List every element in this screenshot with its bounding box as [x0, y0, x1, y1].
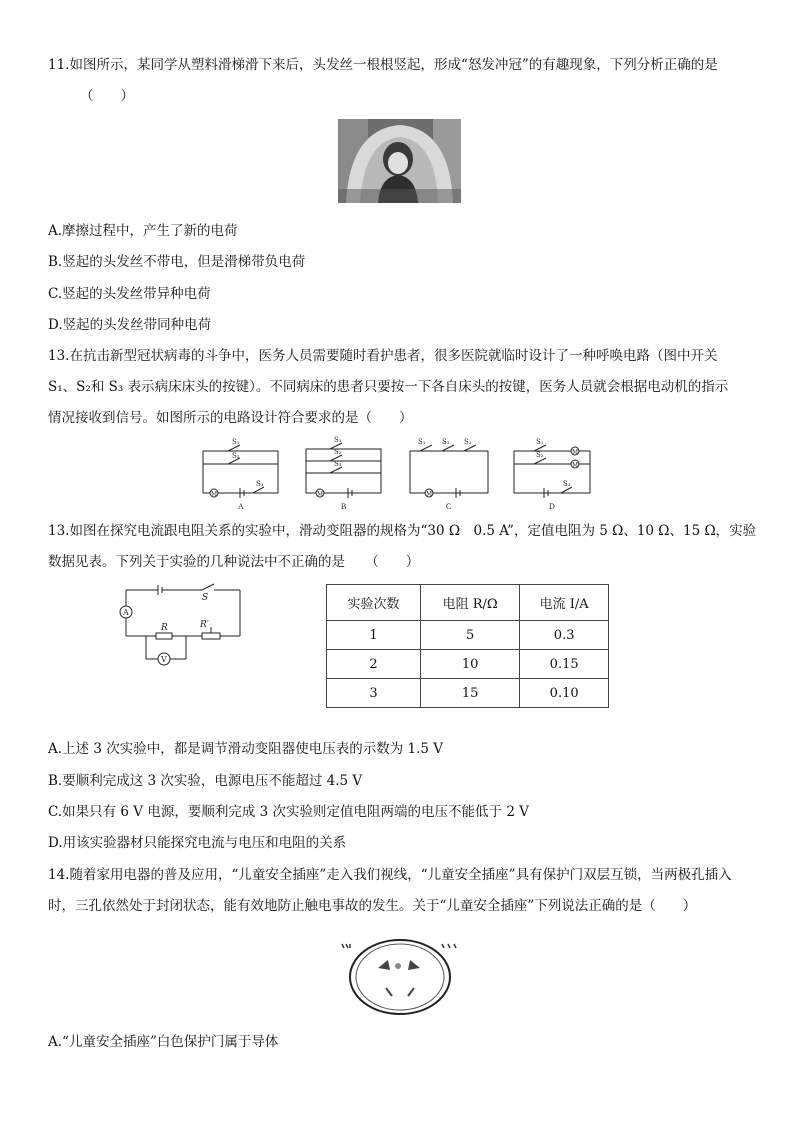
q11-answer-paren: （ ）	[80, 88, 134, 104]
svg-text:M: M	[572, 449, 579, 456]
q13a-stem-line1: 13.在抗击新型冠状病毒的斗争中，医务人员需要随时看护患者，很多医院就临时设计了一种呼唤电路（图中开关	[48, 348, 718, 364]
q13a-stem-line2: S₁、S₂和 S₃ 表示病床床头的按键）。不同病床的患者只要按一下各自床头的按键，医务人员就会根据电动机的指示	[48, 379, 729, 395]
ammeter-label: A	[123, 608, 129, 617]
table-cell: 1	[327, 621, 421, 650]
circuit-options-figure	[198, 434, 598, 514]
svg-text:S₁: S₁	[232, 438, 240, 446]
svg-text:S₁: S₁	[536, 438, 544, 446]
table-cell: 0.3	[520, 621, 609, 650]
table-cell: 15	[420, 679, 519, 708]
svg-text:S₂: S₂	[232, 452, 240, 460]
q13b-stem-line2: 数据见表。下列关于实验的几种说法中不正确的是 （ ）	[48, 554, 420, 570]
q14-option-a: A.“儿童安全插座”白色保护门属于导体	[48, 1034, 279, 1050]
table-row	[327, 621, 609, 650]
svg-text:M: M	[317, 491, 324, 498]
table-row	[327, 650, 609, 679]
q11-option-a: A.摩擦过程中，产生了新的电荷	[48, 223, 238, 239]
table-header: 实验次数	[327, 585, 421, 621]
svg-text:S₁: S₁	[418, 438, 426, 446]
table-header: 电流 I/A	[520, 585, 609, 621]
q14-stem-line1: 14.随着家用电器的普及应用，“儿童安全插座”走入我们视线，“儿童安全插座”具有保护门双层互锁，当两极孔插入	[48, 867, 732, 883]
svg-text:S₃: S₃	[464, 438, 472, 446]
svg-text:M: M	[211, 491, 218, 498]
q11-option-b: B.竖起的头发丝不带电，但是滑梯带负电荷	[48, 254, 306, 270]
q11-stem: 11.如图所示，某同学从塑料滑梯滑下来后，头发丝一根根竖起，形成“怒发冲冠”的有趣现象，下列分析正确的是	[48, 57, 718, 73]
table-cell: 0.10	[520, 679, 609, 708]
table-header: 电阻 R/Ω	[420, 585, 519, 621]
slide-photo	[338, 119, 461, 203]
table-header-row	[327, 585, 609, 621]
q11-option-d: D.竖起的头发丝带同种电荷	[48, 317, 212, 333]
table-cell: 2	[327, 650, 421, 679]
experiment-circuit-diagram	[118, 582, 246, 668]
circuit-label-b: B	[341, 502, 347, 511]
q13b-stem-line1: 13.如图在探究电流跟电阻关系的实验中，滑动变阻器的规格为“30 Ω 0.5 A”，定值电阻为 5 Ω、10 Ω、15 Ω，实验	[48, 523, 757, 539]
switch-label: S	[202, 593, 209, 603]
q13a-stem-line3: 情况接收到信号。如图所示的电路设计符合要求的是（ ）	[48, 410, 413, 426]
table-cell: 0.15	[520, 650, 609, 679]
table-cell: 10	[420, 650, 519, 679]
q14-stem-line2: 时，三孔依然处于封闭状态，能有效地防止触电事故的发生。关于“儿童安全插座”下列说法正确的是（ ）	[48, 898, 697, 914]
circuit-label-c: C	[446, 502, 452, 511]
safety-socket-image	[338, 938, 462, 1016]
voltmeter-label: V	[161, 655, 167, 664]
q11-option-c: C.竖起的头发丝带异种电荷	[48, 286, 211, 302]
svg-text:M: M	[572, 462, 579, 469]
q13b-option-a: A.上述 3 次实验中，都是调节滑动变阻器使电压表的示数为 1.5 V	[48, 741, 444, 757]
table-cell: 3	[327, 679, 421, 708]
q13b-option-c: C.如果只有 6 V 电源，要顺利完成 3 次实验则定值电阻两端的电压不能低于 2 V	[48, 804, 529, 820]
data-table	[326, 584, 609, 708]
q13b-option-b: B.要顺利完成这 3 次实验，电源电压不能超过 4.5 V	[48, 773, 363, 789]
svg-text:S₂: S₂	[442, 438, 450, 446]
svg-text:M: M	[426, 491, 433, 498]
table-cell: 5	[420, 621, 519, 650]
svg-text:S₂: S₂	[536, 451, 544, 459]
q13b-option-d: D.用该实验器材只能探究电流与电压和电阻的关系	[48, 835, 347, 851]
svg-text:S₃: S₃	[334, 460, 342, 468]
table-row	[327, 679, 609, 708]
svg-text:S₁: S₁	[334, 436, 342, 444]
svg-text:S₃: S₃	[563, 480, 571, 488]
resistor-label: R	[161, 623, 168, 633]
svg-text:S₃: S₃	[256, 480, 264, 488]
circuit-label-d: D	[549, 502, 555, 511]
circuit-label-a: A	[238, 502, 244, 511]
svg-text:S₂: S₂	[334, 448, 342, 456]
rheostat-label: R′	[200, 620, 209, 630]
